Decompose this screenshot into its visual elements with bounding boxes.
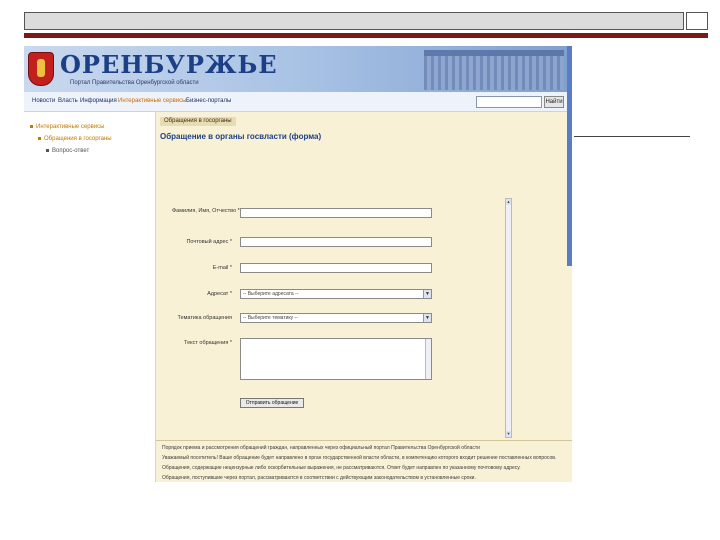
bullet-icon [38, 137, 41, 140]
sidebar-item-label: Интерактивные сервисы [36, 124, 105, 130]
topic-label: Тематика обращения [177, 315, 232, 321]
sidebar-item-label: Обращения в госорганы [44, 136, 112, 142]
website-screenshot [24, 46, 572, 482]
recipient-select[interactable] [240, 289, 432, 299]
slide-divider [574, 136, 690, 137]
sidebar [24, 112, 152, 482]
search-button[interactable]: Найти [544, 96, 564, 108]
recipient-select-value: -- Выберите адресата -- [243, 291, 299, 297]
nav-interactive-services[interactable]: Интерактивные сервисы [118, 98, 187, 104]
notice-paragraph: Обращения, содержащие нецензурные либо оскорбительные выражения, не рассматриваются. Ответ будет направлен по указанному почтовому адресу. [162, 465, 521, 471]
page-title: Обращение в органы госвласти (форма) [160, 132, 322, 141]
recipient-label: Адресат * [207, 291, 232, 297]
message-label: Текст обращения * [184, 340, 232, 346]
chevron-down-icon[interactable]: ▼ [423, 314, 431, 322]
content-tab[interactable]: Обращения в госорганы [160, 117, 236, 126]
main-content [155, 112, 572, 482]
email-input[interactable] [240, 263, 432, 273]
nav-information[interactable]: Информация [80, 98, 117, 104]
nav-news[interactable]: Новости [32, 98, 56, 104]
sidebar-item-interactive-services[interactable] [30, 124, 104, 130]
coat-of-arms-icon [28, 52, 54, 86]
search-input[interactable] [476, 96, 542, 108]
notice-paragraph: Порядок приема и рассмотрения обращений граждан, направленных через официальный портал Правительства Оренбургской области [162, 445, 480, 451]
topic-select-value: -- Выберите тематику -- [243, 315, 298, 321]
notice-paragraph: Уважаемый посетитель! Ваше обращение будет направлено в орган государственной власти области, в компетенцию которого входит решение поставленных вопросов. [162, 455, 557, 461]
address-input[interactable] [240, 237, 432, 247]
site-banner [24, 46, 572, 92]
scroll-up-icon[interactable]: ▲ [506, 199, 511, 204]
email-label: E-mail * [212, 265, 232, 271]
site-subtitle: Портал Правительства Оренбургской области [70, 80, 199, 86]
notice-paragraph: Обращения, поступившие через портал, рассматриваются в соответствии с действующим законодательством в установленные сроки. [162, 475, 476, 481]
chevron-down-icon[interactable]: ▼ [423, 290, 431, 298]
slide-top-bar [24, 12, 684, 30]
submit-button[interactable]: Отправить обращение [240, 398, 304, 408]
screenshot-scrollbar[interactable] [567, 46, 572, 266]
notice-text [156, 440, 572, 482]
government-building-image [424, 50, 564, 90]
scroll-down-icon[interactable]: ▼ [506, 431, 511, 436]
bullet-icon [46, 149, 49, 152]
address-label: Почтовый адрес * [186, 239, 232, 245]
sidebar-item-appeals[interactable] [38, 136, 112, 142]
top-navigation [24, 92, 572, 112]
content-scrollbar[interactable] [505, 198, 512, 438]
message-textarea[interactable] [240, 338, 432, 380]
textarea-scrollbar[interactable] [425, 339, 431, 379]
sidebar-item-label: Вопрос-ответ [52, 148, 90, 154]
topic-select[interactable] [240, 313, 432, 323]
slide-accent-line [24, 33, 708, 38]
fio-label: Фамилия, Имя, Отчество * [172, 208, 240, 214]
fio-input[interactable] [240, 208, 432, 218]
bullet-icon [30, 125, 33, 128]
site-logo[interactable]: ОРЕНБУРЖЬЕ [60, 50, 278, 79]
sidebar-item-faq[interactable] [46, 148, 89, 154]
nav-business-portals[interactable]: Бизнес-порталы [186, 98, 232, 104]
nav-government[interactable]: Власть [58, 98, 78, 104]
slide-corner-box [686, 12, 708, 30]
